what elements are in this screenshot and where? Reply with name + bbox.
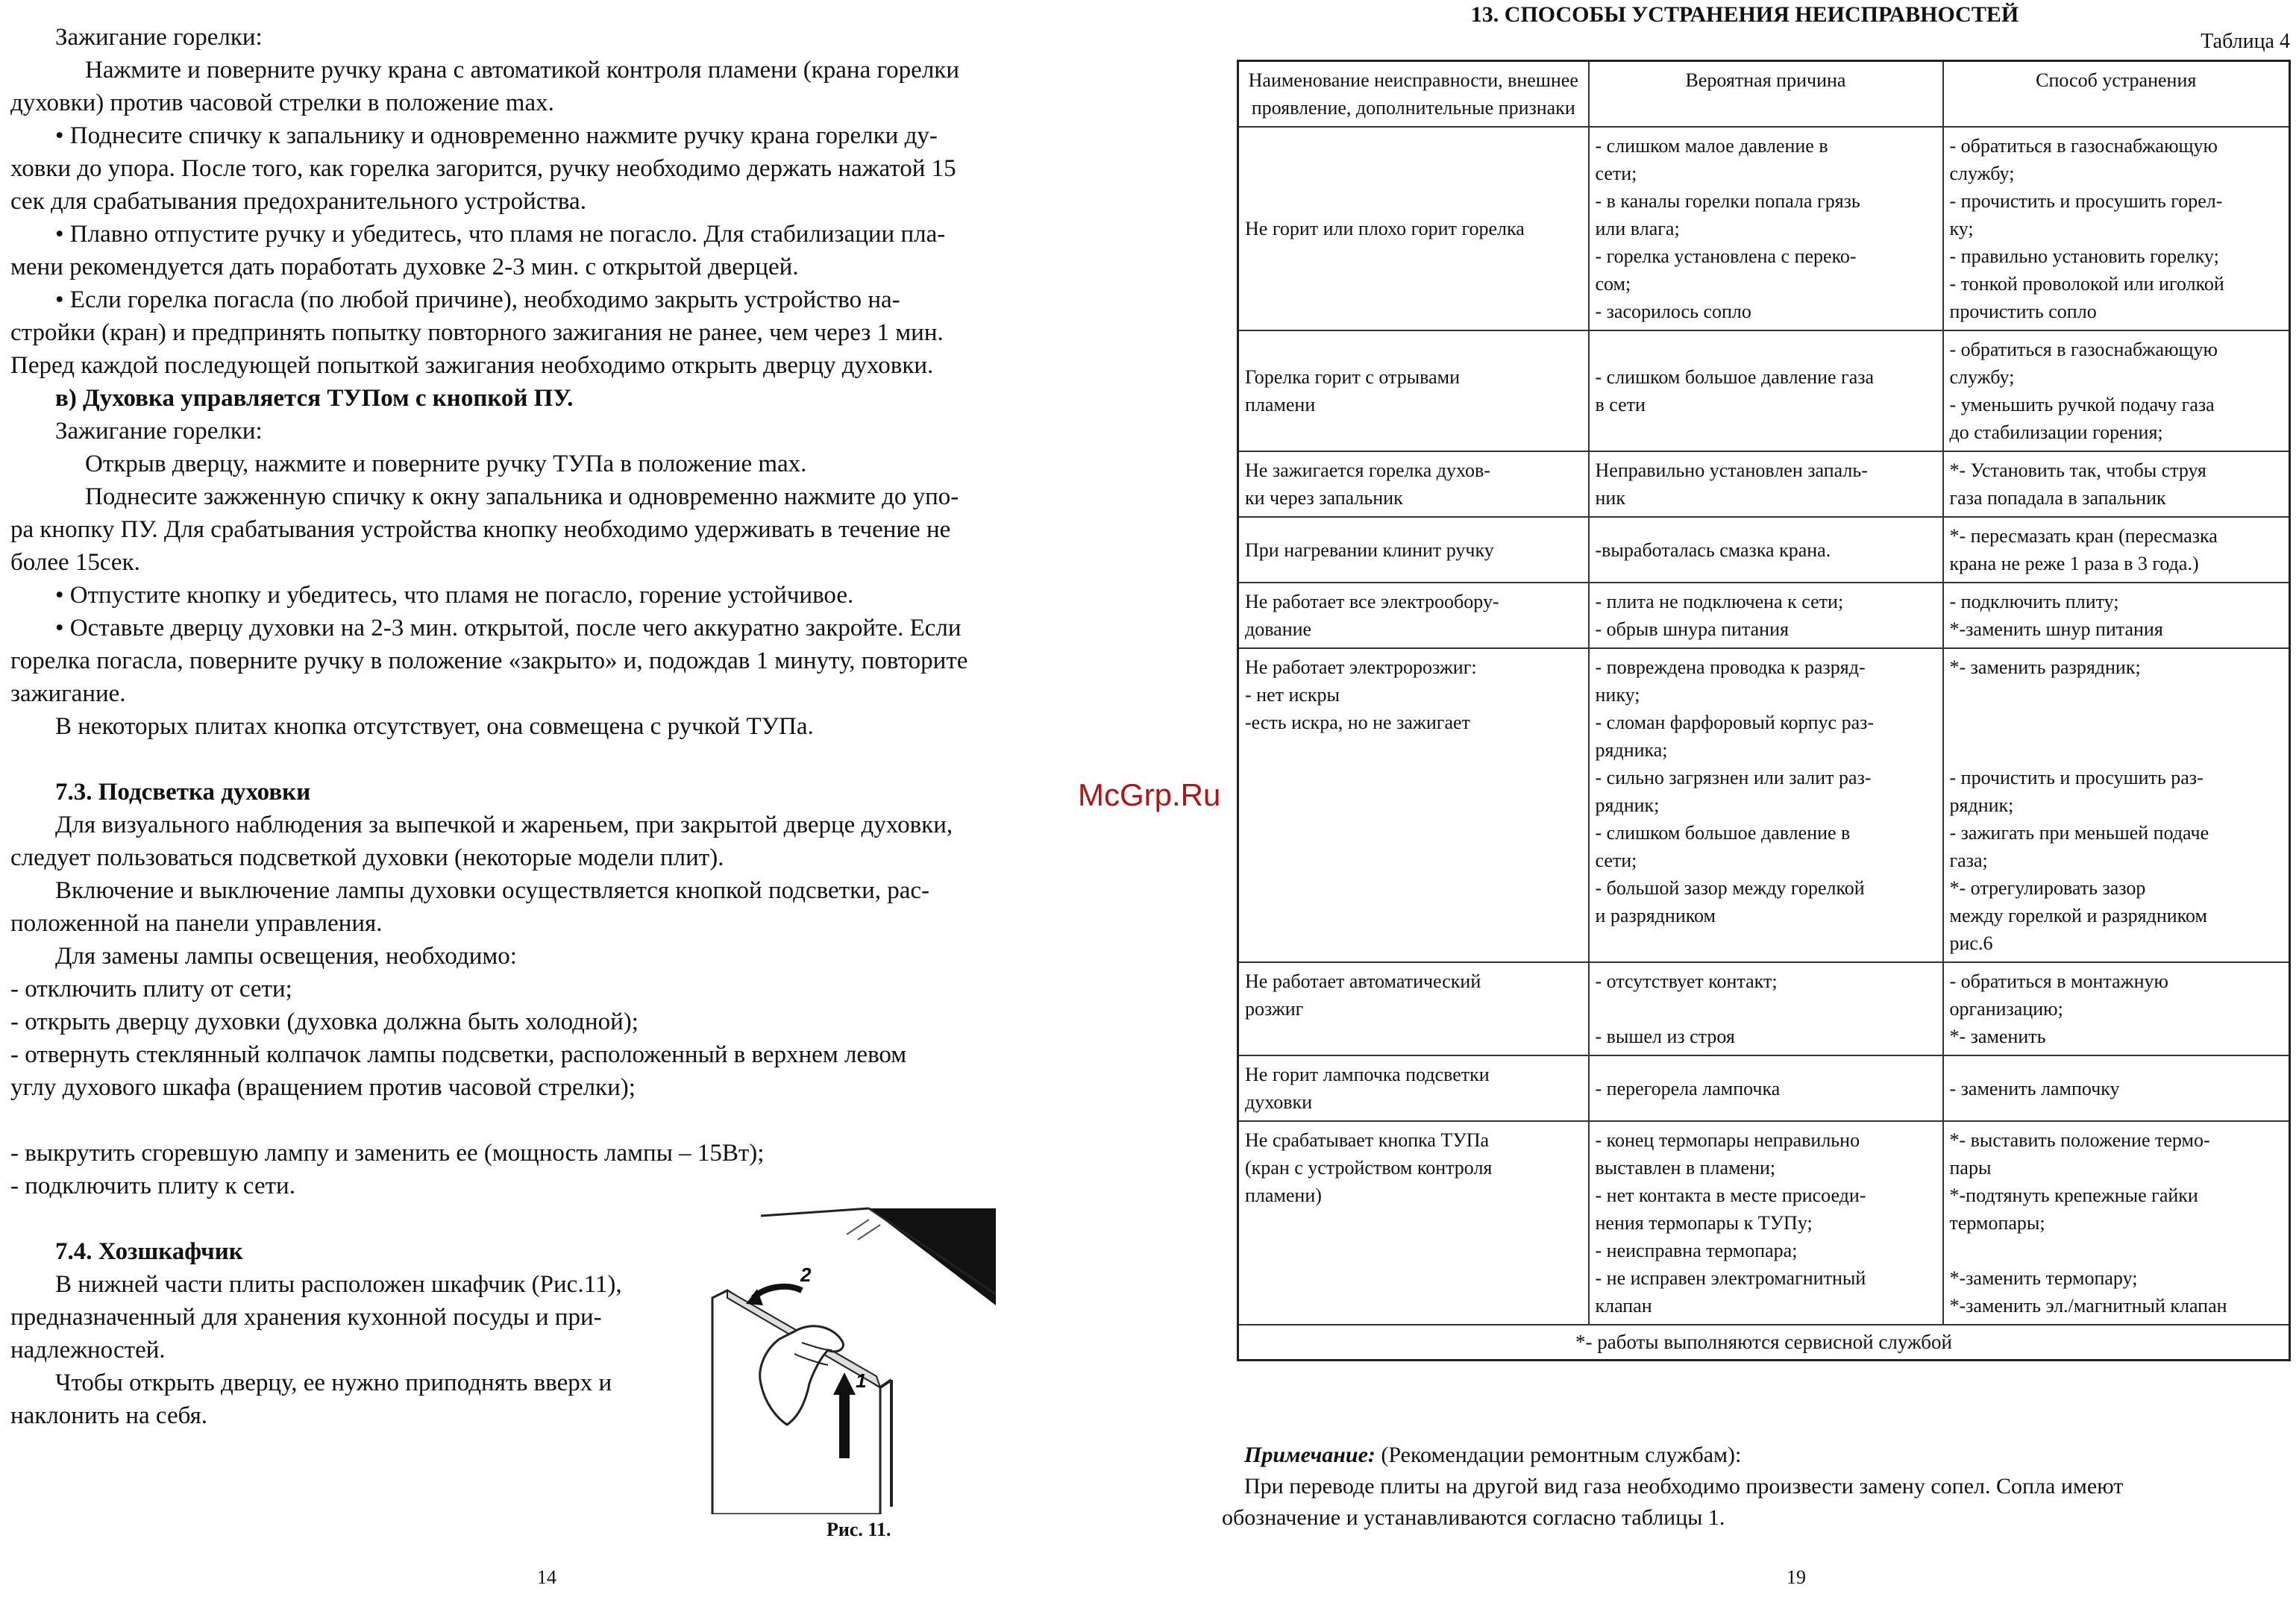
text-line: Для визуального наблюдения за выпечкой и жареньем, при закрытой дверце духовки, — [55, 812, 953, 838]
fault-cell — [1238, 451, 1589, 517]
table-row — [1238, 1055, 2290, 1121]
cell-line: в сети — [1595, 394, 1646, 415]
table-row — [1238, 1121, 2290, 1325]
header-fault: Наименование неисправности, внешнее проявление, дополнительные признаки — [1238, 61, 1589, 128]
cell-line: службу; — [1949, 366, 2015, 388]
cell-line: прочистить сопло — [1949, 301, 2097, 322]
remedy-cell — [1943, 451, 2290, 517]
cell-line: - горелка установлена с переко- — [1595, 245, 1857, 267]
section-7-3-heading: 7.3. Подсветка духовки — [55, 779, 311, 806]
cell-line — [1950, 709, 2283, 736]
text-line: стройки (кран) и предпринять попытку повторного зажигания не ранее, чем через 1 мин. — [10, 319, 944, 346]
text-line: • Если горелка погасла (по любой причине), необходимо закрыть устройство на- — [55, 286, 900, 313]
cell-line: - не исправен электромагнитный — [1595, 1267, 1866, 1289]
remedy-cell — [1943, 1055, 2290, 1121]
cell-line: - отсутствует контакт; — [1595, 970, 1778, 992]
remedy-cell — [1943, 517, 2290, 583]
lamp-replace-steps — [10, 1137, 1119, 1202]
text-line: надлежностей. — [10, 1337, 166, 1364]
hand-opening-door-illustration — [683, 1193, 996, 1514]
cell-line: клапан — [1595, 1295, 1652, 1317]
cell-line: - заменить лампочку — [1949, 1077, 2120, 1099]
note-block — [1222, 1440, 2289, 1534]
cell-line: - прочистить и просушить горел- — [1949, 190, 2223, 212]
cell-line: сом; — [1595, 273, 1631, 295]
text-line: - открыть дверцу духовки (духовка должна быть холодной); — [10, 1008, 639, 1035]
fault-cell — [1238, 127, 1589, 330]
figure-caption: Рис. 11. — [827, 1519, 891, 1540]
cell-line: и разрядником — [1595, 905, 1716, 926]
text-line: зажигание. — [10, 680, 126, 707]
text-line: горелка погасла, поверните ручку в положение «закрыто» и, подождав 1 минуту, повторите — [10, 647, 968, 674]
text-line: - отвернуть стеклянный колпачок лампы подсветки, расположенный в верхнем левом — [10, 1041, 907, 1068]
cabinet-text — [10, 1268, 667, 1432]
cell-line — [1596, 995, 1936, 1023]
text-line: в) Духовка управляется ТУПом с кнопкой ПУ. — [55, 385, 574, 412]
oven-light-text — [10, 809, 1119, 1104]
cell-line: службу; — [1949, 163, 2015, 184]
cell-line: -есть искра, но не зажигает — [1245, 712, 1470, 733]
cell-line: Неправильно установлен запаль- — [1595, 459, 1868, 481]
remedy-cell — [1943, 583, 2290, 648]
remedy-cell — [1943, 962, 2290, 1055]
cell-line — [1950, 736, 2283, 764]
fault-cell — [1238, 648, 1589, 962]
cell-line: Не зажигается горелка духов- — [1245, 459, 1490, 481]
text-line: Перед каждой последующей попыткой зажигания необходимо открыть дверцу духовки. — [10, 352, 934, 379]
cell-line: - плита не подключена к сети; — [1595, 591, 1844, 612]
section-13-title: 13. СПОСОБЫ УСТРАНЕНИЯ НЕИСПРАВНОСТЕЙ — [1470, 2, 2019, 27]
text-line: • Оставьте дверцу духовки на 2-3 мин. открытой, после чего аккуратно закройте. Если — [55, 615, 962, 641]
cell-line: сети; — [1595, 850, 1637, 871]
cell-line: пламени) — [1245, 1185, 1322, 1206]
cell-line: между горелкой и разрядником — [1949, 905, 2207, 926]
troubleshooting-table — [1237, 60, 2289, 1361]
text-line: - выкрутить сгоревшую лампу и заменить ее (мощность лампы – 15Вт); — [10, 1140, 765, 1167]
cause-cell — [1589, 1121, 1943, 1325]
cell-line — [1950, 1237, 2283, 1264]
cell-line: - обратиться в монтажную — [1949, 970, 2168, 992]
table-body — [1238, 127, 2290, 1325]
text-line: следует пользоваться подсветкой духовки (некоторые модели плит). — [10, 844, 724, 871]
cell-line: - вышел из строя — [1595, 1026, 1735, 1047]
fault-cell — [1238, 517, 1589, 583]
table-header-row — [1238, 61, 2290, 128]
arrow-label-1: 1 — [856, 1369, 867, 1392]
cell-line: Не горит или плохо горит горелка — [1245, 218, 1525, 239]
cell-line: организацию; — [1949, 998, 2063, 1020]
cell-line: рядник; — [1595, 794, 1660, 816]
cell-line: - повреждена проводка к разряд- — [1595, 656, 1866, 678]
cell-line: *-заменить эл./магнитный клапан — [1949, 1295, 2227, 1317]
cell-line: пары — [1949, 1157, 1992, 1179]
cell-line: Не горит лампочка подсветки — [1245, 1064, 1490, 1085]
text-line: - отключить плиту от сети; — [10, 976, 292, 1003]
cell-line: - засорилось сопло — [1595, 301, 1751, 322]
cell-line: - большой зазор между горелкой — [1595, 877, 1865, 899]
cell-line: - подключить плиту; — [1949, 591, 2119, 612]
text-line: - подключить плиту к сети. — [10, 1173, 295, 1199]
text-line: положенной на панели управления. — [10, 910, 383, 937]
text-line: сек для срабатывания предохранительного устройства. — [10, 188, 586, 215]
cell-line: сети; — [1595, 163, 1637, 184]
cell-line: (кран с устройством контроля — [1245, 1157, 1493, 1179]
text-line: наклонить на себя. — [10, 1402, 207, 1429]
cell-line: - перегорела лампочка — [1595, 1077, 1781, 1099]
cell-line: духовки — [1245, 1091, 1313, 1113]
text-line: В нижней части плиты расположен шкафчик (Рис.11), — [55, 1271, 622, 1298]
ignition-instructions — [10, 21, 1119, 743]
cell-line: *- выставить положение термо- — [1949, 1129, 2210, 1151]
cell-line: - сильно загрязнен или залит раз- — [1595, 767, 1872, 788]
cell-line: пламени — [1245, 394, 1316, 415]
cell-line: ку; — [1949, 218, 1974, 239]
cell-line: *- отрегулировать зазор — [1949, 877, 2146, 899]
header-cause: Вероятная причина — [1589, 61, 1943, 128]
arrow-label-2: 2 — [800, 1264, 812, 1286]
text-line: предназначенный для хранения кухонной посуды и при- — [10, 1304, 602, 1331]
cell-line: - неисправна термопара; — [1595, 1240, 1798, 1261]
cell-line: Не работает автоматический — [1245, 970, 1481, 992]
cell-line: - обрыв шнура питания — [1595, 618, 1789, 640]
text-line: более 15сек. — [10, 549, 140, 576]
cell-line: газа попадала в запальник — [1949, 487, 2166, 509]
text-line: • Плавно отпустите ручку и убедитесь, что пламя не погасло. Для стабилизации пла- — [55, 221, 946, 248]
table-footnote: *- работы выполняются сервисной службой — [1238, 1325, 2290, 1361]
fault-cell — [1238, 330, 1589, 451]
cell-line: - конец термопары неправильно — [1595, 1129, 1860, 1151]
text-line: Поднесите зажженную спичку к окну запальника и одновременно нажмите до упо- — [85, 483, 959, 510]
table-row — [1238, 517, 2290, 583]
cell-line: *-подтянуть крепежные гайки — [1949, 1185, 2198, 1206]
header-remedy: Способ устранения — [1943, 61, 2290, 128]
fault-cell — [1238, 583, 1589, 648]
table-row — [1238, 583, 2290, 648]
cell-line: *- Установить так, чтобы струя — [1949, 459, 2206, 481]
note-label-tail: (Рекомендации ремонтным службам): — [1375, 1443, 1742, 1467]
note-line: При переводе плиты на другой вид газа необходимо произвести замену сопел. Сопла имеют — [1244, 1474, 2124, 1499]
cell-line: ки через запальник — [1245, 487, 1403, 509]
text-line: • Поднесите спичку к запальнику и одновременно нажмите ручку крана горелки ду- — [55, 122, 938, 149]
cell-line: - прочистить и просушить раз- — [1949, 767, 2204, 788]
cell-line: -выработалась смазка крана. — [1595, 539, 1831, 561]
fault-cell — [1238, 962, 1589, 1055]
cell-line: рядник; — [1949, 794, 2014, 816]
cell-line: выставлен в пламени; — [1595, 1157, 1776, 1179]
cell-line: Горелка горит с отрывами — [1245, 366, 1461, 388]
fault-cell — [1238, 1055, 1589, 1121]
text-line: духовки) против часовой стрелки в положение max. — [10, 90, 554, 116]
cause-cell — [1589, 962, 1943, 1055]
watermark-text: McGrp.Ru — [1078, 777, 1221, 812]
note-line: обозначение и устанавливаются согласно таблицы 1. — [1222, 1505, 1725, 1530]
text-line: мени рекомендуется дать поработать духовке 2-3 мин. с открытой дверцей. — [10, 254, 799, 280]
text-line: В некоторых плитах кнопка отсутствует, она совмещена с ручкой ТУПа. — [55, 713, 814, 740]
text-line: Открыв дверцу, нажмите и поверните ручку ТУПа в положение max. — [85, 451, 807, 477]
cause-cell — [1589, 583, 1943, 648]
cell-line: газа; — [1949, 850, 1988, 871]
cell-line: - слишком большое давление газа — [1595, 366, 1875, 388]
text-line: углу духового шкафа (вращением против часовой стрелки); — [10, 1074, 636, 1101]
cell-line: крана не реже 1 раза в 3 года.) — [1949, 553, 2199, 574]
cause-cell — [1589, 330, 1943, 451]
cell-line: - нет контакта в месте присоеди- — [1595, 1185, 1866, 1206]
text-line: ховки до упора. После того, как горелка загорится, ручку необходимо держать нажатой 15 — [10, 155, 956, 182]
cell-line: дование — [1245, 618, 1312, 640]
table-row — [1238, 127, 2290, 330]
table-row — [1238, 962, 2290, 1055]
table-row — [1238, 330, 2290, 451]
cell-line: *-заменить термопару; — [1949, 1267, 2138, 1289]
cell-line: Не работает все электрообору- — [1245, 591, 1499, 612]
remedy-cell — [1943, 648, 2290, 962]
text-line: Для замены лампы освещения, необходимо: — [55, 943, 517, 970]
cell-line: Не срабатывает кнопка ТУПа — [1245, 1129, 1490, 1151]
cell-line: или влага; — [1595, 218, 1680, 239]
cell-line: Не работает электророзжиг: — [1245, 656, 1477, 678]
cell-line: *- заменить разрядник; — [1949, 656, 2141, 678]
text-line: Чтобы открыть дверцу, ее нужно приподнять вверх и — [55, 1369, 612, 1396]
cell-line: розжиг — [1245, 998, 1304, 1020]
cell-line: *- заменить — [1949, 1026, 2046, 1047]
cause-cell — [1589, 517, 1943, 583]
cell-line: - в каналы горелки попала грязь — [1595, 190, 1860, 212]
left-page-number: 14 — [537, 1566, 556, 1588]
cause-cell — [1589, 451, 1943, 517]
table-row — [1238, 451, 2290, 517]
cabinet-door-figure — [683, 1193, 996, 1514]
cause-cell — [1589, 127, 1943, 330]
table-row — [1238, 648, 2290, 962]
cell-line: - обратиться в газоснабжающую — [1949, 135, 2218, 157]
remedy-cell — [1943, 1121, 2290, 1325]
text-line: Зажигание горелки: — [55, 418, 263, 445]
cell-line: - тонкой проволокой или иголкой — [1949, 273, 2224, 295]
text-line: Нажмите и поверните ручку крана с автоматикой контроля пламени (крана горелки — [85, 57, 959, 84]
cell-line — [1950, 681, 2283, 709]
note-label: Примечание: — [1244, 1443, 1376, 1467]
cell-line: - зажигать при меньшей подаче — [1949, 822, 2209, 844]
cell-line: рис.6 — [1949, 932, 1993, 954]
cell-line: нику; — [1595, 684, 1640, 706]
cell-line: - правильно установить горелку; — [1949, 245, 2219, 267]
cell-line: *-заменить шнур питания — [1949, 618, 2163, 640]
text-line: ра кнопку ПУ. Для срабатывания устройства кнопку необходимо удерживать в течение не — [10, 516, 951, 543]
cause-cell — [1589, 1055, 1943, 1121]
text-line: • Отпустите кнопку и убедитесь, что пламя не погасло, горение устойчивое. — [55, 582, 854, 609]
cell-line: - уменьшить ручкой подачу газа — [1949, 394, 2215, 415]
cell-line: - слишком большое давление в — [1595, 822, 1851, 844]
remedy-cell — [1943, 330, 2290, 451]
cell-line: нения термопары к ТУПу; — [1595, 1212, 1813, 1234]
cell-line: - нет искры — [1245, 684, 1340, 706]
cell-line: - обратиться в газоснабжающую — [1949, 339, 2218, 360]
section-7-4-heading: 7.4. Хозшкафчик — [55, 1238, 243, 1265]
table-label: Таблица 4 — [2201, 30, 2290, 53]
text-line: Зажигание горелки: — [55, 24, 263, 51]
fault-cell — [1238, 1121, 1589, 1325]
text-line: Включение и выключение лампы духовки осуществляется кнопкой подсветки, рас- — [55, 877, 930, 904]
cell-line: рядника; — [1595, 739, 1668, 761]
table-footnote-row — [1238, 1325, 2290, 1361]
remedy-cell — [1943, 127, 2290, 330]
cell-line: термопары; — [1949, 1212, 2045, 1234]
cell-line: При нагревании клинит ручку — [1245, 539, 1494, 561]
right-page — [1194, 0, 2296, 1597]
cell-line: - сломан фарфоровый корпус раз- — [1595, 712, 1875, 733]
cell-line: *- пересмазать кран (пересмазка — [1949, 525, 2218, 547]
cell-line: до стабилизации горения; — [1949, 421, 2163, 443]
cell-line: ник — [1595, 487, 1625, 509]
right-page-number: 19 — [1787, 1566, 1806, 1588]
cause-cell — [1589, 648, 1943, 962]
cell-line: - слишком малое давление в — [1595, 135, 1828, 157]
